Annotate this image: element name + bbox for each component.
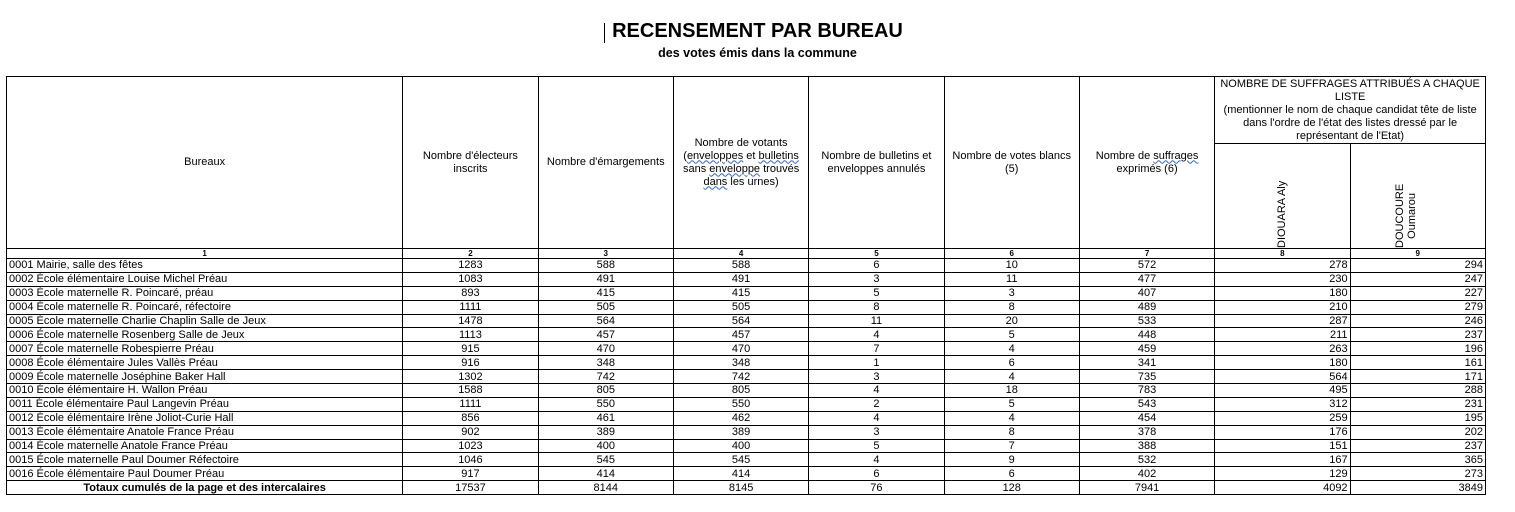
cell-c2: 171: [1350, 370, 1485, 384]
cell-inscrits: 915: [403, 342, 538, 356]
cell-exprimes: 341: [1079, 356, 1214, 370]
cell-votants: 505: [673, 300, 808, 314]
cell-blancs: 6: [944, 467, 1079, 481]
cell-c2: 227: [1350, 286, 1485, 300]
table-row: [7, 467, 1486, 481]
cell-inscrits: 916: [403, 356, 538, 370]
candidate-1-name: DIOUARA Aly: [1276, 180, 1289, 248]
cell-votants: 742: [673, 370, 808, 384]
column-number: 4: [673, 249, 808, 259]
table-row: [7, 453, 1486, 467]
cell-emargements: 545: [538, 453, 673, 467]
table-row: [7, 259, 1486, 273]
cell-bureau: 0008 École élémentaire Jules Vallès Préau: [7, 356, 403, 370]
cell-c1: 564: [1215, 370, 1350, 384]
column-number-row: [7, 249, 1486, 259]
cell-c2: 246: [1350, 314, 1485, 328]
cell-emargements: 742: [538, 370, 673, 384]
cell-emargements: 588: [538, 259, 673, 273]
cell-exprimes: 533: [1079, 314, 1214, 328]
cell-annules: 6: [809, 467, 944, 481]
table-row: [7, 397, 1486, 411]
cell-bureau: 0003 École maternelle R. Poincaré, préau: [7, 286, 403, 300]
cell-blancs: 4: [944, 411, 1079, 425]
cell-bureau: 0007 École maternelle Robespierre Préau: [7, 342, 403, 356]
column-number: 5: [809, 249, 944, 259]
cell-c2: 294: [1350, 259, 1485, 273]
cell-blancs: 8: [944, 300, 1079, 314]
cell-exprimes: 407: [1079, 286, 1214, 300]
cell-votants: 588: [673, 259, 808, 273]
total-exprimes: 7941: [1079, 481, 1214, 495]
cell-exprimes: 448: [1079, 328, 1214, 342]
cell-votants: 415: [673, 286, 808, 300]
cell-votants: 491: [673, 272, 808, 286]
cell-emargements: 461: [538, 411, 673, 425]
cell-c2: 288: [1350, 384, 1485, 398]
cell-inscrits: 1023: [403, 439, 538, 453]
cell-votants: 414: [673, 467, 808, 481]
cell-bureau: 0016 École élémentaire Paul Doumer Préau: [7, 467, 403, 481]
cell-emargements: 457: [538, 328, 673, 342]
table-body: [7, 259, 1486, 495]
cell-emargements: 470: [538, 342, 673, 356]
cell-c1: 129: [1215, 467, 1350, 481]
cell-inscrits: 1478: [403, 314, 538, 328]
table-row: [7, 342, 1486, 356]
cell-c2: 161: [1350, 356, 1485, 370]
column-number: 6: [944, 249, 1079, 259]
total-emargements: 8144: [538, 481, 673, 495]
header-suffrages-note: (mentionner le nom de chaque candidat tête de liste dans l'ordre de l'état des listes dressé par le représentant de l'Etat): [1223, 104, 1477, 142]
cell-inscrits: 893: [403, 286, 538, 300]
cell-emargements: 415: [538, 286, 673, 300]
cell-bureau: 0006 École maternelle Rosenberg Salle de Jeux: [7, 328, 403, 342]
column-number: 3: [538, 249, 673, 259]
cell-votants: 564: [673, 314, 808, 328]
cell-annules: 1: [809, 356, 944, 370]
cell-inscrits: 1111: [403, 300, 538, 314]
cell-c1: 312: [1215, 397, 1350, 411]
cell-blancs: 4: [944, 342, 1079, 356]
cell-annules: 4: [809, 411, 944, 425]
cell-annules: 8: [809, 300, 944, 314]
cell-c2: 365: [1350, 453, 1485, 467]
cell-inscrits: 1083: [403, 272, 538, 286]
cell-exprimes: 532: [1079, 453, 1214, 467]
cell-exprimes: 454: [1079, 411, 1214, 425]
total-c2: 3849: [1350, 481, 1485, 495]
cell-bureau: 0011 École élémentaire Paul Langevin Préau: [7, 397, 403, 411]
header-suffrages: [1215, 77, 1486, 144]
cell-annules: 5: [809, 286, 944, 300]
cell-c2: 273: [1350, 467, 1485, 481]
cell-votants: 457: [673, 328, 808, 342]
cell-bureau: 0005 École maternelle Charlie Chaplin Salle de Jeux: [7, 314, 403, 328]
cell-emargements: 805: [538, 384, 673, 398]
cell-annules: 3: [809, 370, 944, 384]
totals-row: [7, 481, 1486, 495]
cell-bureau: 0012 École élémentaire Irène Joliot-Curie Hall: [7, 411, 403, 425]
cell-inscrits: 1046: [403, 453, 538, 467]
header-candidate-1: [1215, 144, 1350, 249]
cell-votants: 470: [673, 342, 808, 356]
table-row: [7, 425, 1486, 439]
cell-exprimes: 572: [1079, 259, 1214, 273]
cell-emargements: 550: [538, 397, 673, 411]
cell-annules: 3: [809, 425, 944, 439]
cell-blancs: 6: [944, 356, 1079, 370]
spellcheck-word: suffrages: [1153, 149, 1199, 162]
cell-annules: 6: [809, 259, 944, 273]
cell-annules: 4: [809, 453, 944, 467]
table-row: [7, 300, 1486, 314]
total-votants: 8145: [673, 481, 808, 495]
cell-c1: 259: [1215, 411, 1350, 425]
cell-annules: 11: [809, 314, 944, 328]
table-row: [7, 384, 1486, 398]
cell-votants: 545: [673, 453, 808, 467]
column-number: 9: [1350, 249, 1485, 259]
cell-exprimes: 489: [1079, 300, 1214, 314]
spellcheck-word: enveloppe: [709, 162, 761, 175]
cell-c1: 230: [1215, 272, 1350, 286]
cell-blancs: 4: [944, 370, 1079, 384]
table-row: [7, 286, 1486, 300]
column-number: 1: [7, 249, 403, 259]
cell-blancs: 5: [944, 328, 1079, 342]
candidate-2-name: [1394, 184, 1418, 248]
cell-c1: 210: [1215, 300, 1350, 314]
cell-bureau: 0004 École maternelle R. Poincaré, réfectoire: [7, 300, 403, 314]
cell-votants: 805: [673, 384, 808, 398]
cell-blancs: 7: [944, 439, 1079, 453]
cell-c1: 180: [1215, 286, 1350, 300]
cell-emargements: 348: [538, 356, 673, 370]
cell-c2: 237: [1350, 328, 1485, 342]
cell-c2: 247: [1350, 272, 1485, 286]
cell-c1: 495: [1215, 384, 1350, 398]
cell-annules: 3: [809, 272, 944, 286]
cell-bureau: 0014 École maternelle Anatole France Préau: [7, 439, 403, 453]
cell-c1: 211: [1215, 328, 1350, 342]
cell-c1: 167: [1215, 453, 1350, 467]
cell-c2: 231: [1350, 397, 1485, 411]
column-number: 7: [1079, 249, 1214, 259]
header-suffrages-title: NOMBRE DE SUFFRAGES ATTRIBUÉS A CHAQUE LISTE: [1220, 78, 1480, 103]
header-exprimes-text: Nombre de suffrages exprimés (6): [1095, 149, 1199, 175]
cell-bureau: 0002 École élémentaire Louise Michel Préau: [7, 272, 403, 286]
header-emargements: Nombre d'émargements: [538, 77, 673, 249]
cell-annules: 4: [809, 384, 944, 398]
total-label: Totaux cumulés de la page et des intercalaires: [7, 481, 403, 495]
cell-inscrits: 902: [403, 425, 538, 439]
cell-emargements: 414: [538, 467, 673, 481]
spellcheck-word: bulletins: [758, 149, 799, 162]
header-votants: [673, 77, 808, 249]
total-c1: 4092: [1215, 481, 1350, 495]
cell-blancs: 11: [944, 272, 1079, 286]
table-row: [7, 411, 1486, 425]
cell-bureau: 0009 École maternelle Joséphine Baker Hall: [7, 370, 403, 384]
column-number: 2: [403, 249, 538, 259]
cell-exprimes: 459: [1079, 342, 1214, 356]
cell-blancs: 8: [944, 425, 1079, 439]
cell-inscrits: 856: [403, 411, 538, 425]
header-exprimes: [1079, 77, 1214, 249]
cell-annules: 7: [809, 342, 944, 356]
cell-c1: 287: [1215, 314, 1350, 328]
cell-c2: 195: [1350, 411, 1485, 425]
spellcheck-word: enveloppes: [686, 149, 744, 162]
cell-votants: 462: [673, 411, 808, 425]
total-annules: 76: [809, 481, 944, 495]
cell-inscrits: 1113: [403, 328, 538, 342]
cell-bureau: 0015 École maternelle Paul Doumer Réfectoire: [7, 453, 403, 467]
cell-c1: 151: [1215, 439, 1350, 453]
cell-c1: 176: [1215, 425, 1350, 439]
cell-blancs: 20: [944, 314, 1079, 328]
cell-votants: 348: [673, 356, 808, 370]
cell-exprimes: 735: [1079, 370, 1214, 384]
cell-emargements: 389: [538, 425, 673, 439]
cell-blancs: 9: [944, 453, 1079, 467]
header-annules: Nombre de bulletins et enveloppes annulés: [809, 77, 944, 249]
header-votants-text: Nombre de votants (enveloppes et bulletins sans enveloppe trouvés dans les urnes): [682, 136, 800, 188]
cell-exprimes: 783: [1079, 384, 1214, 398]
table-row: [7, 314, 1486, 328]
cell-c2: 237: [1350, 439, 1485, 453]
cell-emargements: 400: [538, 439, 673, 453]
header-bureaux: Bureaux: [7, 77, 403, 249]
cell-exprimes: 388: [1079, 439, 1214, 453]
cell-votants: 389: [673, 425, 808, 439]
candidate-2-name-line2: Oumarou: [1405, 192, 1418, 239]
cell-inscrits: 1588: [403, 384, 538, 398]
cell-emargements: 491: [538, 272, 673, 286]
cell-c2: 202: [1350, 425, 1485, 439]
cell-inscrits: 1111: [403, 397, 538, 411]
header-inscrits: Nombre d'électeurs inscrits: [403, 77, 538, 249]
cell-exprimes: 477: [1079, 272, 1214, 286]
total-inscrits: 17537: [403, 481, 538, 495]
cell-emargements: 505: [538, 300, 673, 314]
spellcheck-word: dans: [703, 175, 728, 188]
cell-c1: 263: [1215, 342, 1350, 356]
table-row: [7, 439, 1486, 453]
cell-c1: 180: [1215, 356, 1350, 370]
total-blancs: 128: [944, 481, 1079, 495]
cell-blancs: 18: [944, 384, 1079, 398]
cell-inscrits: 917: [403, 467, 538, 481]
cell-bureau: 0013 École élémentaire Anatole France Préau: [7, 425, 403, 439]
cell-inscrits: 1283: [403, 259, 538, 273]
text-cursor: [604, 23, 605, 43]
cell-bureau: 0001 Mairie, salle des fêtes: [7, 259, 403, 273]
table-row: [7, 272, 1486, 286]
cell-votants: 400: [673, 439, 808, 453]
page-title: RECENSEMENT PAR BUREAU: [612, 20, 903, 42]
results-table: [6, 76, 1486, 495]
table-row: [7, 370, 1486, 384]
cell-c2: 196: [1350, 342, 1485, 356]
cell-inscrits: 1302: [403, 370, 538, 384]
cell-annules: 5: [809, 439, 944, 453]
header-candidate-2: [1350, 144, 1485, 249]
header-blancs: Nombre de votes blancs (5): [944, 77, 1079, 249]
candidate-2-name-line1: DOUCOURE: [1393, 183, 1406, 248]
cell-emargements: 564: [538, 314, 673, 328]
cell-blancs: 3: [944, 286, 1079, 300]
cell-annules: 2: [809, 397, 944, 411]
page-subtitle: des votes émis dans la commune: [658, 46, 857, 60]
cell-c1: 278: [1215, 259, 1350, 273]
column-number: 8: [1215, 249, 1350, 259]
table-row: [7, 328, 1486, 342]
cell-annules: 4: [809, 328, 944, 342]
cell-c2: 279: [1350, 300, 1485, 314]
cell-votants: 550: [673, 397, 808, 411]
cell-exprimes: 402: [1079, 467, 1214, 481]
cell-bureau: 0010 École élémentaire H. Wallon Préau: [7, 384, 403, 398]
cell-blancs: 10: [944, 259, 1079, 273]
table-row: [7, 356, 1486, 370]
cell-blancs: 5: [944, 397, 1079, 411]
cell-exprimes: 378: [1079, 425, 1214, 439]
cell-exprimes: 543: [1079, 397, 1214, 411]
